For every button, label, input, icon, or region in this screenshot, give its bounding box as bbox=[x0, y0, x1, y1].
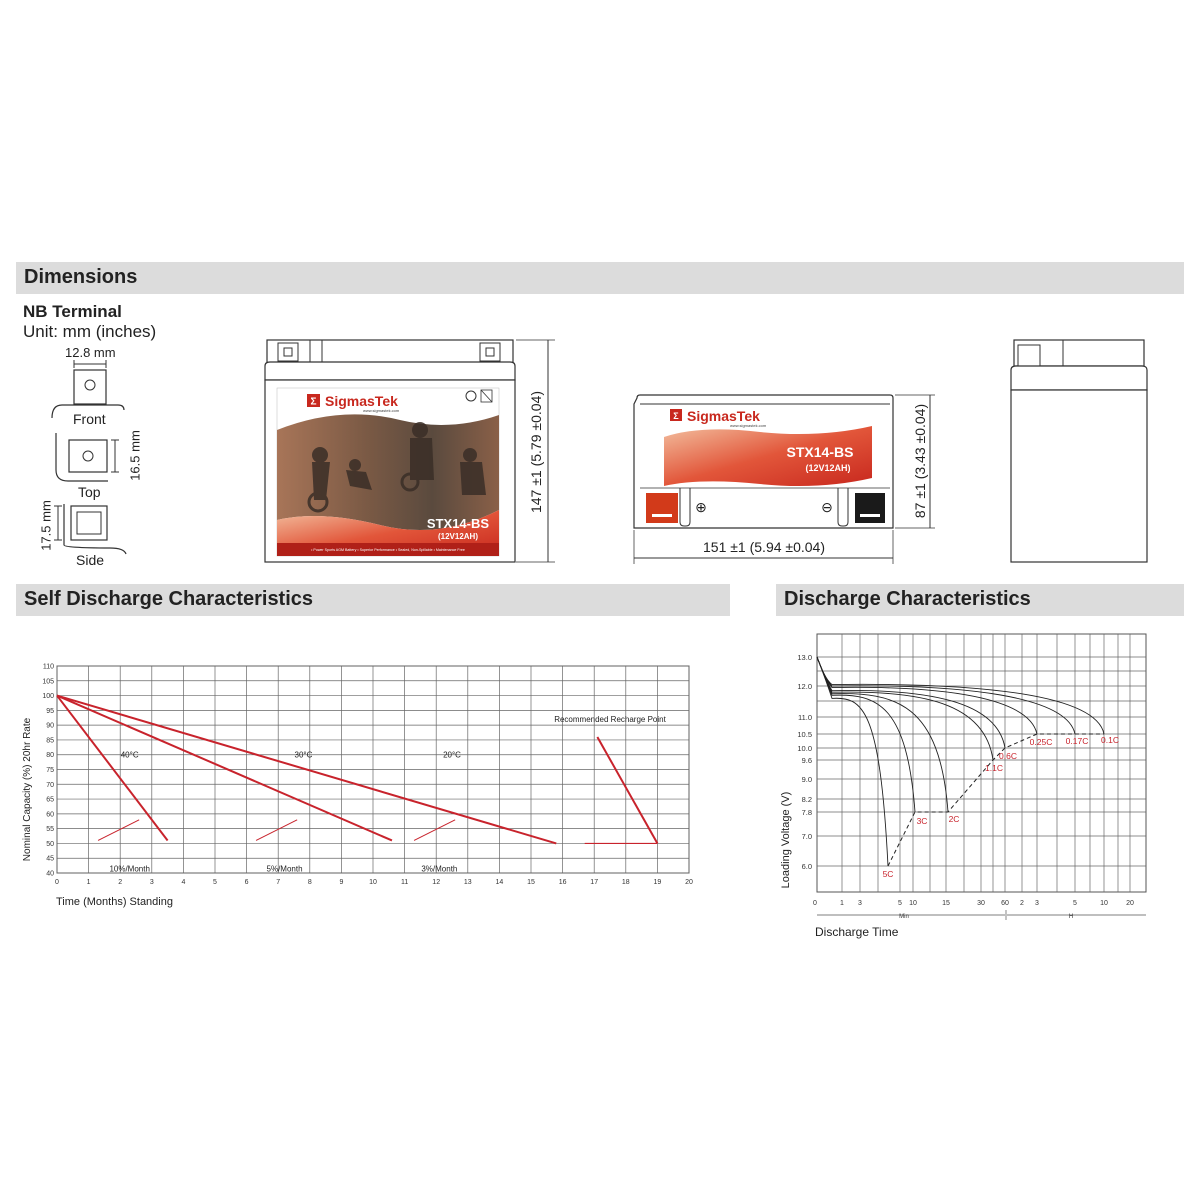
sd-x-tick: 17 bbox=[590, 879, 599, 886]
dimensions-header bbox=[16, 262, 1184, 294]
dc-curve-label: 0.1C bbox=[1101, 735, 1119, 745]
battery-front-website: www.sigmastek.com bbox=[363, 408, 400, 413]
battery-front-brand: SigmasTek bbox=[325, 393, 398, 409]
sd-x-tick: 4 bbox=[181, 879, 186, 886]
battery-top-spec: (12V12AH) bbox=[805, 463, 851, 473]
terminal-top-label: Top bbox=[78, 484, 101, 500]
battery-front-view bbox=[262, 336, 552, 566]
terminal-front-label: Front bbox=[73, 411, 106, 427]
sd-x-tick: 15 bbox=[527, 879, 535, 886]
dc-x-tick: 2 bbox=[1020, 900, 1024, 907]
sd-x-tick: 0 bbox=[55, 879, 59, 886]
svg-text:Σ: Σ bbox=[310, 396, 317, 408]
dc-x-tick: 15 bbox=[942, 900, 950, 907]
minus-icon: ⊖ bbox=[821, 499, 833, 515]
battery-front-features: • Power Sports AGM Battery • Superior Performance • Sealed, Non-Spillable • Maintenance Free bbox=[311, 548, 465, 552]
terminal-drawings bbox=[40, 355, 200, 585]
sd-series-label: 20°C bbox=[443, 750, 461, 760]
self-discharge-title: Self Discharge Characteristics bbox=[24, 588, 314, 610]
dc-x-tick: 5 bbox=[1073, 900, 1077, 907]
dc-y-tick: 7.8 bbox=[801, 808, 812, 817]
sd-x-tick: 19 bbox=[653, 879, 662, 886]
dc-y-tick: 10.0 bbox=[797, 744, 812, 753]
terminal-title: NB Terminal bbox=[23, 302, 122, 321]
sd-x-tick: 18 bbox=[621, 879, 630, 886]
dc-y-tick: 11.0 bbox=[797, 713, 812, 722]
sd-y-tick: 65 bbox=[46, 796, 54, 804]
dc-x-tick: 1 bbox=[840, 900, 844, 907]
svg-text:Σ: Σ bbox=[673, 411, 679, 421]
battery-front-model: STX14-BS bbox=[426, 516, 490, 531]
sd-series-label: 30°C bbox=[294, 750, 313, 760]
sd-x-tick: 6 bbox=[244, 879, 249, 886]
dc-y-tick: 8.2 bbox=[801, 795, 812, 804]
dc-x-tick: 10 bbox=[909, 900, 917, 907]
self-discharge-header bbox=[16, 584, 730, 616]
terminal-width-label: 12.8 mm bbox=[65, 345, 116, 360]
dc-y-tick: 9.6 bbox=[801, 756, 812, 765]
battery-depth-label: 87 ±1 (3.43 ±0.04) bbox=[912, 403, 928, 519]
sd-y-tick: 75 bbox=[46, 767, 54, 774]
sd-y-tick: 95 bbox=[46, 707, 54, 715]
dc-y-tick: 9.0 bbox=[801, 775, 812, 784]
dc-y-tick: 12.0 bbox=[797, 682, 812, 691]
sd-rate-label: 5%/Month bbox=[266, 864, 303, 874]
sd-annotation: Recommended Recharge Point bbox=[554, 715, 666, 725]
battery-side-view bbox=[1005, 336, 1155, 566]
terminal-depth-label: 17.5 mm bbox=[38, 500, 54, 551]
sd-x-tick: 2 bbox=[118, 879, 123, 886]
sd-y-tick: 60 bbox=[46, 811, 54, 819]
battery-front-spec: (12V12AH) bbox=[437, 532, 479, 541]
sd-x-tick: 13 bbox=[463, 879, 472, 886]
dc-x-tick: 5 bbox=[898, 900, 902, 907]
dc-x-tick: 60 bbox=[1001, 900, 1009, 907]
sd-x-label: Time (Months) Standing bbox=[56, 896, 173, 908]
sd-x-tick: 1 bbox=[86, 879, 91, 886]
sd-y-tick: 70 bbox=[46, 781, 54, 789]
battery-top-brand: SigmasTek bbox=[687, 408, 760, 424]
discharge-title: Discharge Characteristics bbox=[784, 588, 1031, 610]
sd-y-tick: 100 bbox=[42, 693, 54, 701]
sd-x-tick: 12 bbox=[432, 879, 441, 886]
battery-width-label: 151 ±1 (5.94 ±0.04) bbox=[703, 539, 826, 555]
dc-curve-label: 2C bbox=[948, 814, 960, 824]
sd-y-label: Nominal Capacity (%) 20hr Rate bbox=[22, 717, 33, 862]
sd-rate-label: 10%/Month bbox=[109, 864, 150, 874]
dc-curve-label: 5C bbox=[882, 869, 894, 879]
sd-x-tick: 3 bbox=[149, 879, 154, 886]
terminal-height-label: 16.5 mm bbox=[127, 430, 143, 481]
battery-height-label: 147 ±1 (5.79 ±0.04) bbox=[528, 391, 544, 514]
dc-x-tick: 3 bbox=[1035, 900, 1039, 907]
sd-x-tick: 10 bbox=[369, 879, 377, 886]
sd-y-tick: 40 bbox=[46, 870, 54, 878]
dimensions-title: Dimensions bbox=[24, 266, 138, 288]
dc-x-unit-min: Min bbox=[899, 914, 909, 920]
dc-x-tick: 20 bbox=[1126, 900, 1134, 907]
dc-y-tick: 13.0 bbox=[797, 653, 812, 662]
sd-x-tick: 5 bbox=[213, 879, 217, 886]
dc-y-tick: 10.5 bbox=[797, 730, 812, 739]
dc-curve-label: 3C bbox=[916, 816, 928, 826]
sd-y-tick: 90 bbox=[46, 722, 54, 730]
terminal-top-view bbox=[56, 433, 119, 481]
terminal-side-view bbox=[54, 504, 126, 554]
battery-top-view bbox=[625, 392, 905, 562]
plus-icon: ⊕ bbox=[695, 499, 707, 515]
dc-x-tick: 3 bbox=[858, 900, 862, 907]
dc-curve-label: 1.1C bbox=[985, 763, 1003, 773]
sd-x-tick: 14 bbox=[495, 879, 504, 886]
battery-top-website: www.sigmastek.com bbox=[730, 423, 767, 428]
dc-y-label: Loading Voltage (V) bbox=[780, 791, 792, 889]
sd-y-tick: 80 bbox=[46, 752, 54, 760]
dc-x-tick: 0 bbox=[813, 900, 817, 907]
dc-x-unit-h: H bbox=[1068, 914, 1074, 920]
dc-curve-label: 0.25C bbox=[1029, 737, 1053, 747]
dc-x-label: Discharge Time bbox=[815, 925, 899, 939]
self-discharge-chart bbox=[10, 640, 730, 910]
sd-y-tick: 50 bbox=[46, 840, 54, 848]
terminal-front-view bbox=[52, 370, 124, 418]
dc-plot-area bbox=[817, 634, 1146, 892]
sd-y-tick: 85 bbox=[46, 737, 54, 745]
battery-top-model: STX14-BS bbox=[786, 444, 854, 460]
discharge-chart bbox=[770, 626, 1190, 946]
sd-y-tick: 110 bbox=[42, 663, 54, 671]
sd-x-tick: 20 bbox=[685, 879, 693, 886]
terminal-side-label: Side bbox=[76, 552, 105, 568]
sd-series-label: 40°C bbox=[120, 750, 139, 760]
sd-y-tick: 105 bbox=[42, 678, 54, 686]
sd-x-tick: 8 bbox=[307, 879, 312, 886]
dc-x-tick: 10 bbox=[1100, 900, 1108, 907]
sd-x-tick: 9 bbox=[339, 879, 344, 886]
dc-x-tick: 30 bbox=[977, 900, 985, 907]
sd-x-tick: 7 bbox=[276, 879, 281, 886]
sd-x-tick: 16 bbox=[558, 879, 567, 886]
dc-curve-label: 0.6C bbox=[999, 751, 1017, 761]
sd-y-tick: 45 bbox=[46, 855, 54, 863]
sd-rate-label: 3%/Month bbox=[421, 864, 458, 874]
dc-y-tick: 6.0 bbox=[801, 862, 812, 871]
sd-x-tick: 11 bbox=[400, 879, 409, 886]
dc-y-tick: 7.0 bbox=[801, 832, 812, 841]
dc-curve-label: 0.17C bbox=[1065, 736, 1089, 746]
discharge-header bbox=[776, 584, 1184, 616]
sd-y-tick: 55 bbox=[46, 826, 54, 834]
terminal-unit: Unit: mm (inches) bbox=[23, 322, 157, 341]
